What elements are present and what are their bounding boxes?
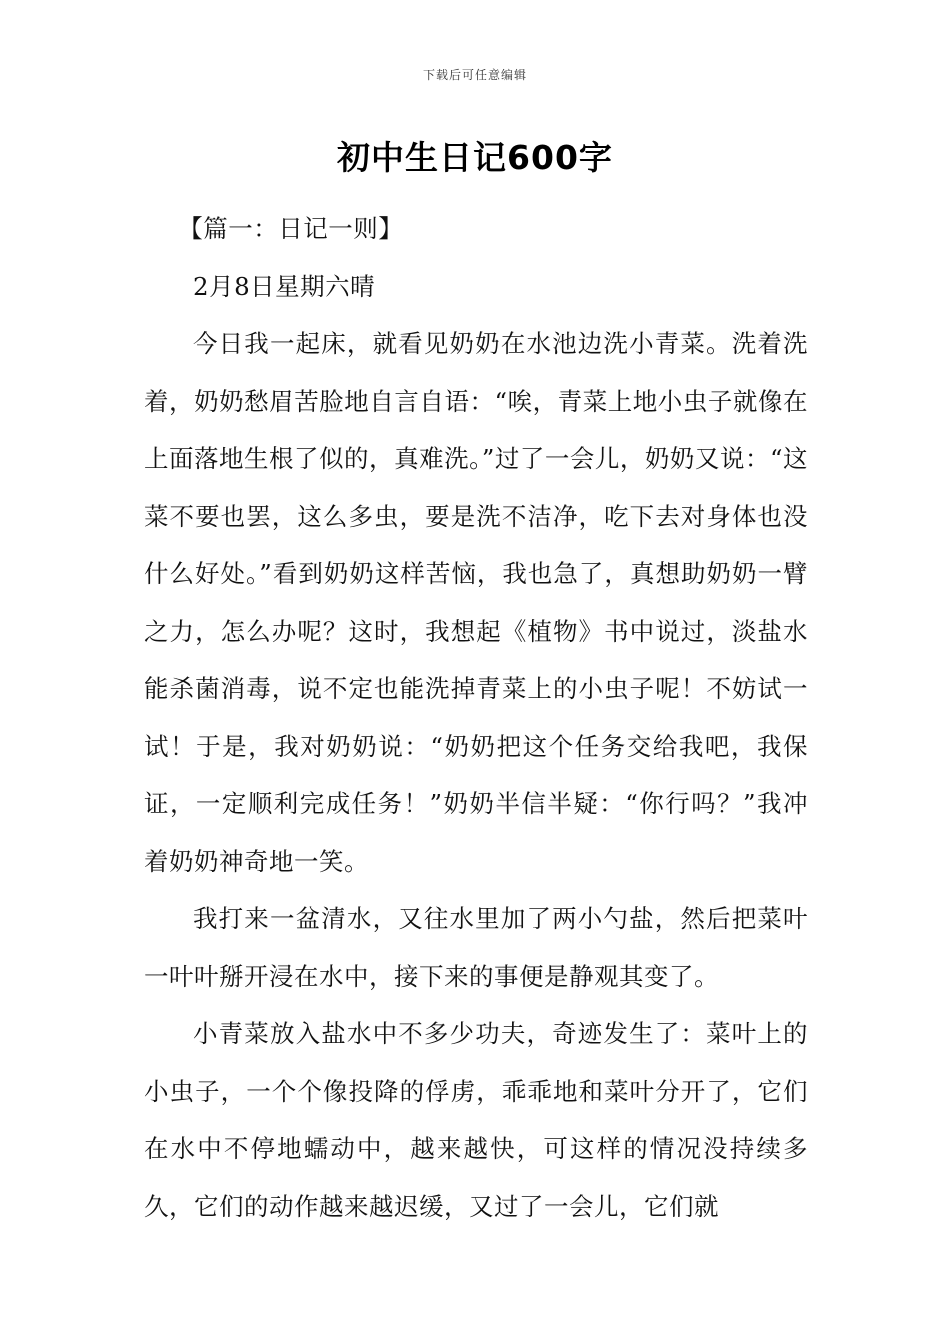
paragraph-2: 我打来一盆清水，又往水里加了两小勺盐，然后把菜叶一叶叶掰开浸在水中，接下来的事便是静观其变了。 [144, 904, 808, 991]
section-heading: 【篇一：日记一则】 [178, 214, 404, 243]
document-title: 初中生日记600字 [337, 138, 613, 177]
paragraph-3: 小青菜放入盐水中不多少功夫，奇迹发生了：菜叶上的小虫子，一个个像投降的俘虏，乖乖地和菜叶分开了，它们在水中不停地蠕动中，越来越快，可这样的情况没持续多久，它们的动作越来越迟缓，又过了一会儿，它们就 [144, 1019, 808, 1221]
paragraph-1: 今日我一起床，就看见奶奶在水池边洗小青菜。洗着洗着，奶奶愁眉苦脸地自言自语：“唉，青菜上地小虫子就像在上面落地生根了似的，真难洗。”过了一会儿，奶奶又说：“这菜不要也罢，这么多虫，要是洗不洁净，吃下去对身体也没什么好处。”看到奶奶这样苦恼，我也急了，真想助奶奶一臂之力，怎么办呢？这时，我想起《植物》书中说过，淡盐水能杀菌消毒，说不定也能洗掉青菜上的小虫子呢！不妨试一试！于是，我对奶奶说：“奶奶把这个任务交给我吧，我保证，一定顺利完成任务！”奶奶半信半疑：“你行吗？”我冲着奶奶神奇地一笑。 [144, 329, 808, 876]
header-note: 下载后可任意编辑 [422, 68, 527, 82]
document-body [144, 200, 808, 1235]
date-line: 2月8日星期六晴 [193, 271, 376, 301]
